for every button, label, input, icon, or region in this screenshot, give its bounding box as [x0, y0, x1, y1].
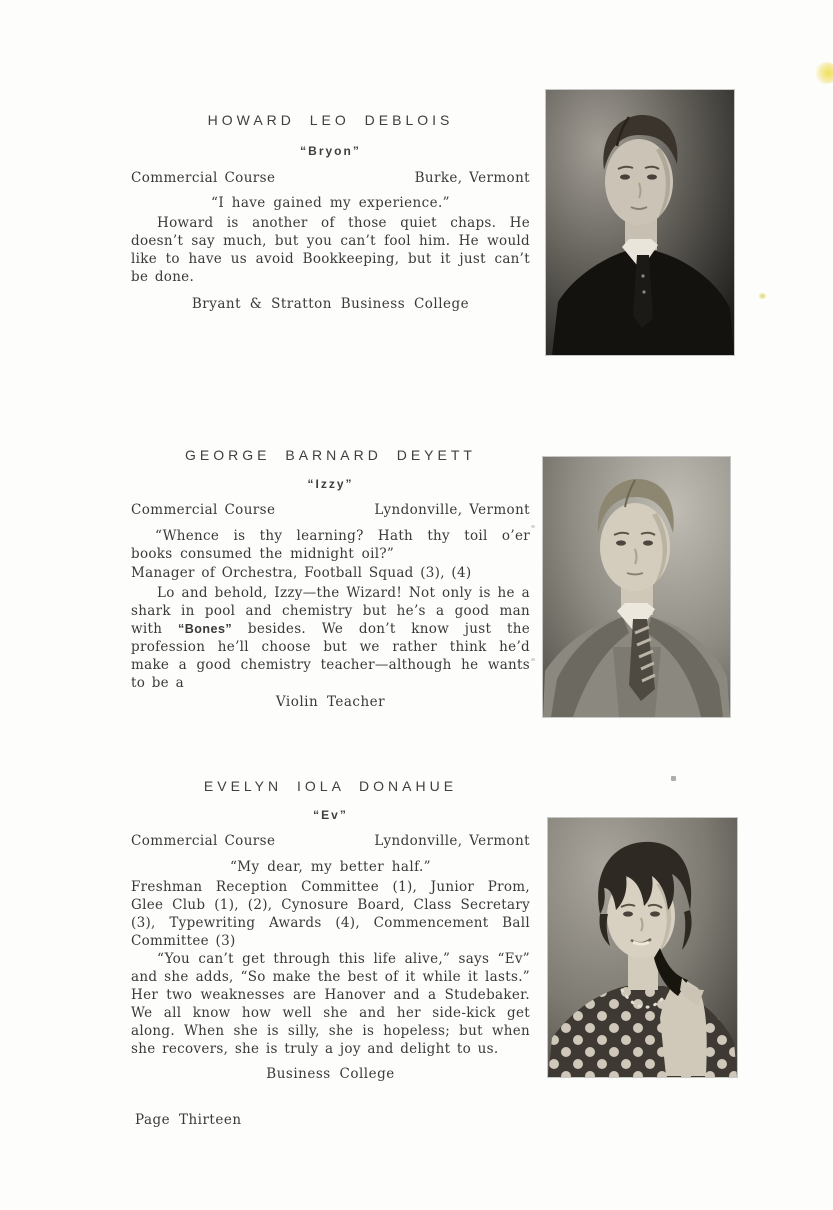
student-quote: “My dear, my better half.”	[230, 859, 431, 875]
portrait-photo-evelyn	[548, 818, 737, 1077]
scan-artifact-speck	[531, 525, 535, 528]
portrait-photo-howard	[546, 90, 734, 355]
student-name: EVELYN IOLA DONAHUE	[203, 778, 458, 794]
student-nickname: “Bryon”	[300, 144, 361, 158]
portrait-illustration	[548, 818, 737, 1077]
student-name: HOWARD LEO DEBLOIS	[207, 112, 454, 128]
hometown-label: Lyndonville, Vermont	[374, 502, 530, 518]
entry-evelyn-donahue	[131, 771, 530, 1083]
course-label: Commercial Course	[131, 833, 276, 849]
student-nickname: “Ev”	[313, 808, 348, 822]
student-bio: Howard is another of those quiet chaps. He doesn’t say much, but you can’t fool him. He would like to have us avoid Bookkeeping, but it just can’t be done.	[131, 215, 530, 285]
scan-artifact-yellow-speck	[758, 293, 767, 299]
student-activities: Manager of Orchestra, Football Squad (3), (4)	[131, 565, 472, 581]
entry-george-deyett	[131, 440, 530, 711]
student-nickname: “Izzy”	[307, 477, 354, 491]
scan-artifact-yellow-smudge	[814, 62, 833, 84]
page-number: Page Thirteen	[135, 1112, 242, 1128]
student-bio	[131, 584, 530, 692]
course-row	[131, 170, 530, 187]
student-bio: “You can’t get through this life alive,” says “Ev” and she adds, “So make the best of it while it lasts.” Her two weaknesses are Hanover and a Studebaker. We all know how well she and her side-kick get along. When she is silly, she is hopeless; but when she recovers, she is truly a joy and delight to us.	[131, 951, 530, 1057]
course-row	[131, 502, 530, 519]
portrait-photo-george	[543, 457, 730, 717]
entry-howard-deblois	[131, 112, 530, 313]
hometown-label: Burke, Vermont	[414, 170, 530, 186]
hometown-label: Lyndonville, Vermont	[374, 833, 530, 849]
bio-text: besides. We don’t know just the profession he’ll choose but we rather think he’d make a good chemistry teacher—although he wants to be a	[131, 621, 530, 691]
student-quote: “I have gained my experience.”	[211, 195, 450, 211]
bio-bold-word: “Bones”	[177, 622, 233, 636]
student-quote: “Whence is thy learning? Hath thy toil o’er books consumed the midnight oil?”	[131, 528, 530, 562]
school-line: Violin Teacher	[275, 694, 386, 710]
course-label: Commercial Course	[131, 502, 276, 518]
student-activities: Freshman Reception Committee (1), Junior Prom, Glee Club (1), (2), Cynosure Board, Class Secretary (3), Typewriting Awards (4), Commencement Ball Committee (3)	[131, 879, 530, 949]
school-line: Business College	[266, 1066, 395, 1082]
course-row	[131, 833, 530, 850]
course-label: Commercial Course	[131, 170, 276, 186]
scan-artifact-gray-dot	[671, 776, 676, 781]
portrait-illustration	[543, 457, 730, 717]
portrait-illustration	[546, 90, 734, 355]
scan-artifact-speck	[531, 658, 535, 661]
bio-text: Lo and behold, Izzy—the Wizard! Not only is he a shark in pool and chemistry but he’s a good man with	[131, 585, 530, 637]
student-name: GEORGE BARNARD DEYETT	[185, 447, 476, 463]
school-line: Bryant & Stratton Business College	[191, 296, 470, 312]
